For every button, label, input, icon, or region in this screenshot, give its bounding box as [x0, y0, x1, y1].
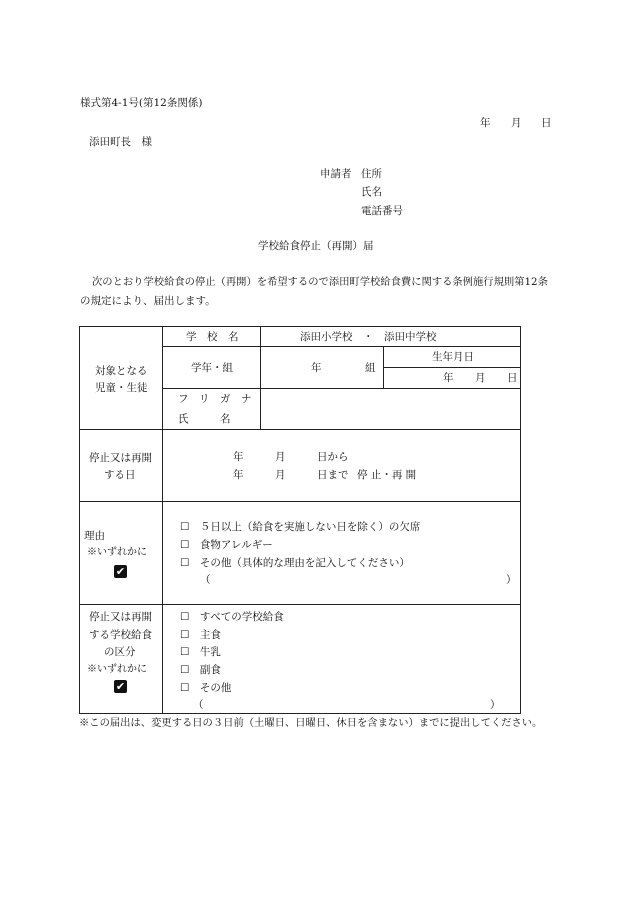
reason-option-other[interactable]: ☐ その他（具体的な理由を記入してください） [180, 557, 410, 569]
category-label-3: の区分 [104, 646, 136, 658]
to-month: 月 [275, 469, 286, 481]
category-option-all[interactable]: ☐ すべての学校給食 [180, 611, 284, 623]
checkmark-icon: ✔ [115, 565, 126, 578]
school-label: 学 校 名 [186, 331, 239, 343]
addressee: 添田町長 様 [89, 136, 152, 148]
birth-year: 年 [443, 372, 454, 384]
reason-label: 理由 [84, 530, 105, 542]
checkmark-icon: ✔ [115, 680, 126, 693]
body-line-1: 次のとおり学校給食の停止（再開）を希望するので添田町学校給食費に関する条例施行規則第12条 [92, 276, 548, 288]
birth-day: 日 [507, 372, 518, 384]
grade-class-label: 学年・組 [191, 362, 233, 374]
footer-note: ※この届出は、変更する日の３日前（土曜日、日曜日、休日を含まない）までに提出してください。 [79, 717, 543, 729]
reason-note: ※いずれかに [87, 547, 147, 558]
name-label: 氏 名 [178, 413, 231, 425]
applicant-phone: 電話番号 [361, 205, 403, 217]
from-day: 日から [317, 451, 349, 463]
applicant-address: 住所 [361, 168, 382, 180]
to-year: 年 [233, 469, 244, 481]
category-option-side-dish[interactable]: ☐ 副食 [180, 664, 221, 676]
target-label-1: 対象となる [95, 365, 148, 377]
reason-option-allergy[interactable]: ☐ 食物アレルギー [180, 539, 273, 551]
category-label-1: 停止又は再開 [89, 611, 152, 623]
stop-date-label-1: 停止又は再開 [89, 452, 152, 464]
stop-restart-option: 停 止・再 開 [357, 469, 417, 481]
document-title: 学校給食停止（再開）届 [258, 240, 374, 252]
class-field: 組 [365, 362, 376, 374]
furigana-label: フ リ ガ ナ [178, 393, 252, 405]
from-month: 月 [275, 451, 286, 463]
applicant-name: 氏名 [361, 186, 382, 198]
date-day: 日 [541, 117, 552, 129]
date-month: 月 [511, 117, 522, 129]
birth-month: 月 [475, 372, 486, 384]
category-note: ※いずれかに [87, 664, 147, 675]
category-option-staple[interactable]: ☐ 主食 [180, 629, 221, 641]
birthdate-label: 生年月日 [432, 351, 474, 363]
target-label-2: 児童・生徒 [95, 382, 148, 394]
date-year: 年 [480, 117, 491, 129]
form-number: 様式第4-1号(第12条関係) [80, 97, 203, 109]
category-paren-open: （ [193, 699, 204, 711]
to-day: 日まで [317, 469, 349, 481]
reason-paren-close: ） [506, 574, 517, 586]
school-options: 添田小学校 ・ 添田中学校 [300, 331, 437, 343]
category-option-other[interactable]: ☐ その他 [180, 682, 232, 694]
reason-option-absence[interactable]: ☐ ５日以上（給食を実施しない日を除く）の欠席 [180, 521, 421, 533]
applicant-label: 申請者 [320, 168, 352, 180]
reason-paren-open: （ [200, 574, 211, 586]
stop-date-label-2: する日 [104, 469, 136, 481]
category-label-2: する学校給食 [89, 629, 152, 641]
category-paren-close: ） [490, 699, 501, 711]
grade-field: 年 [311, 362, 322, 374]
category-option-milk[interactable]: ☐ 牛乳 [180, 646, 221, 658]
from-year: 年 [233, 451, 244, 463]
body-line-2: の規定により、届出します。 [80, 295, 216, 307]
